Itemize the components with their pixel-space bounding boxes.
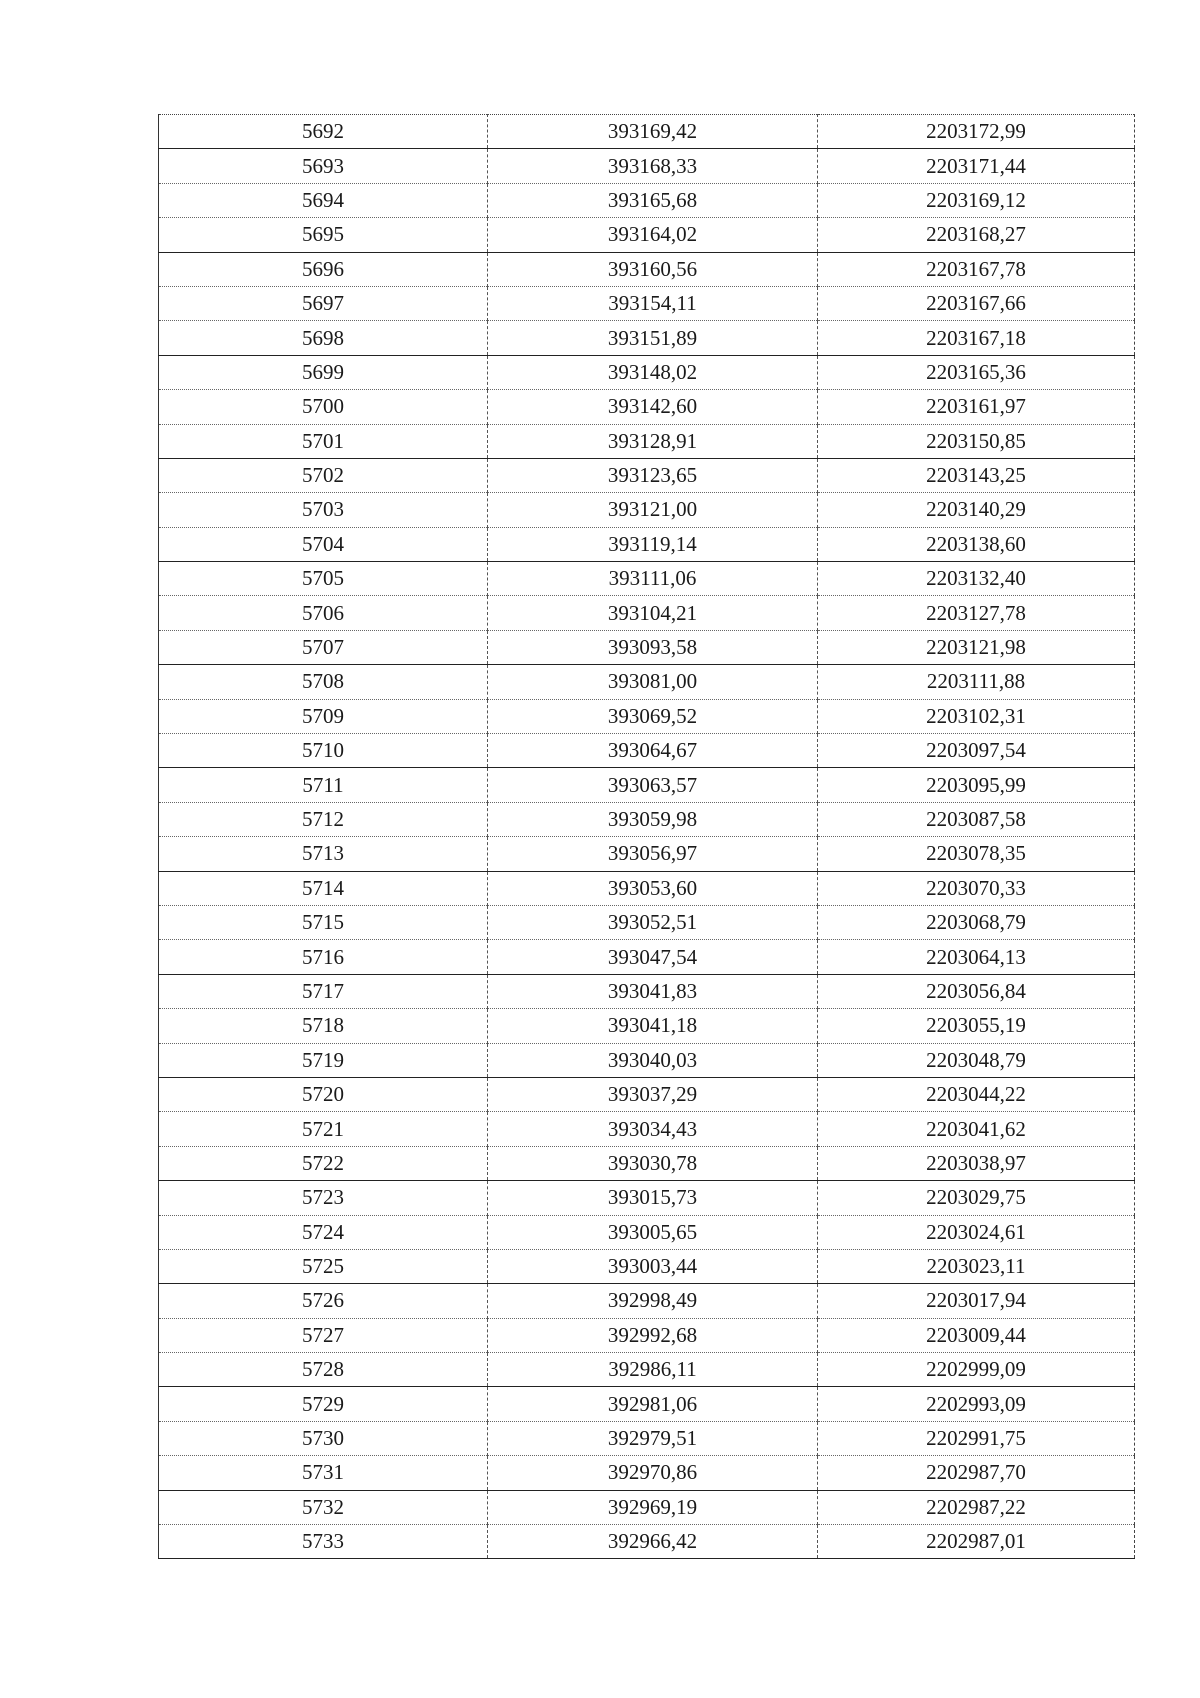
point-number-cell: 5694: [159, 183, 488, 217]
table-row: [159, 596, 1135, 630]
table-row: [159, 940, 1135, 974]
table-row: [159, 321, 1135, 355]
y-coordinate-cell: 2202987,22: [818, 1490, 1135, 1524]
table-row: [159, 527, 1135, 561]
table-row: [159, 1284, 1135, 1318]
x-coordinate-cell: 393164,02: [488, 218, 818, 252]
x-coordinate-cell: 392966,42: [488, 1525, 818, 1559]
point-number-cell: 5695: [159, 218, 488, 252]
table-row: [159, 390, 1135, 424]
x-coordinate-cell: 393148,02: [488, 355, 818, 389]
x-coordinate-cell: 393056,97: [488, 837, 818, 871]
table-row: [159, 1112, 1135, 1146]
y-coordinate-cell: 2203167,18: [818, 321, 1135, 355]
y-coordinate-cell: 2203171,44: [818, 149, 1135, 183]
y-coordinate-cell: 2203097,54: [818, 734, 1135, 768]
x-coordinate-cell: 393169,42: [488, 115, 818, 149]
x-coordinate-cell: 393053,60: [488, 871, 818, 905]
table-row: [159, 905, 1135, 939]
y-coordinate-cell: 2203168,27: [818, 218, 1135, 252]
table-row: [159, 1318, 1135, 1352]
x-coordinate-cell: 393093,58: [488, 630, 818, 664]
point-number-cell: 5717: [159, 974, 488, 1008]
y-coordinate-cell: 2203111,88: [818, 665, 1135, 699]
point-number-cell: 5731: [159, 1456, 488, 1490]
y-coordinate-cell: 2203041,62: [818, 1112, 1135, 1146]
point-number-cell: 5712: [159, 802, 488, 836]
x-coordinate-cell: 393034,43: [488, 1112, 818, 1146]
point-number-cell: 5727: [159, 1318, 488, 1352]
point-number-cell: 5714: [159, 871, 488, 905]
x-coordinate-cell: 393041,83: [488, 974, 818, 1008]
point-number-cell: 5709: [159, 699, 488, 733]
y-coordinate-cell: 2203087,58: [818, 802, 1135, 836]
x-coordinate-cell: 393037,29: [488, 1077, 818, 1111]
y-coordinate-cell: 2203121,98: [818, 630, 1135, 664]
y-coordinate-cell: 2203138,60: [818, 527, 1135, 561]
y-coordinate-cell: 2203017,94: [818, 1284, 1135, 1318]
point-number-cell: 5725: [159, 1249, 488, 1283]
y-coordinate-cell: 2203169,12: [818, 183, 1135, 217]
y-coordinate-cell: 2203023,11: [818, 1249, 1135, 1283]
table-row: [159, 871, 1135, 905]
table-row: [159, 493, 1135, 527]
point-number-cell: 5718: [159, 1009, 488, 1043]
table-row: [159, 1215, 1135, 1249]
point-number-cell: 5704: [159, 527, 488, 561]
point-number-cell: 5722: [159, 1146, 488, 1180]
table-row: [159, 1456, 1135, 1490]
y-coordinate-cell: 2202987,70: [818, 1456, 1135, 1490]
y-coordinate-cell: 2203161,97: [818, 390, 1135, 424]
x-coordinate-cell: 393063,57: [488, 768, 818, 802]
x-coordinate-cell: 393104,21: [488, 596, 818, 630]
point-number-cell: 5710: [159, 734, 488, 768]
y-coordinate-cell: 2203048,79: [818, 1043, 1135, 1077]
table-row: [159, 734, 1135, 768]
x-coordinate-cell: 393151,89: [488, 321, 818, 355]
x-coordinate-cell: 392969,19: [488, 1490, 818, 1524]
point-number-cell: 5693: [159, 149, 488, 183]
y-coordinate-cell: 2202993,09: [818, 1387, 1135, 1421]
point-number-cell: 5692: [159, 115, 488, 149]
x-coordinate-cell: 392979,51: [488, 1421, 818, 1455]
y-coordinate-cell: 2203064,13: [818, 940, 1135, 974]
table-row: [159, 252, 1135, 286]
y-coordinate-cell: 2203165,36: [818, 355, 1135, 389]
table-row: [159, 1490, 1135, 1524]
point-number-cell: 5696: [159, 252, 488, 286]
x-coordinate-cell: 393160,56: [488, 252, 818, 286]
point-number-cell: 5703: [159, 493, 488, 527]
point-number-cell: 5723: [159, 1181, 488, 1215]
point-number-cell: 5700: [159, 390, 488, 424]
point-number-cell: 5726: [159, 1284, 488, 1318]
point-number-cell: 5719: [159, 1043, 488, 1077]
point-number-cell: 5733: [159, 1525, 488, 1559]
point-number-cell: 5713: [159, 837, 488, 871]
y-coordinate-cell: 2203150,85: [818, 424, 1135, 458]
x-coordinate-cell: 393119,14: [488, 527, 818, 561]
table-row: [159, 837, 1135, 871]
table-row: [159, 286, 1135, 320]
y-coordinate-cell: 2203132,40: [818, 562, 1135, 596]
table-row: [159, 1249, 1135, 1283]
coordinates-table: [158, 114, 1135, 1559]
point-number-cell: 5715: [159, 905, 488, 939]
table-row: [159, 183, 1135, 217]
x-coordinate-cell: 393128,91: [488, 424, 818, 458]
x-coordinate-cell: 393154,11: [488, 286, 818, 320]
y-coordinate-cell: 2203102,31: [818, 699, 1135, 733]
y-coordinate-cell: 2203056,84: [818, 974, 1135, 1008]
table-row: [159, 630, 1135, 664]
table-row: [159, 699, 1135, 733]
y-coordinate-cell: 2203068,79: [818, 905, 1135, 939]
x-coordinate-cell: 393052,51: [488, 905, 818, 939]
table-row: [159, 1387, 1135, 1421]
y-coordinate-cell: 2203044,22: [818, 1077, 1135, 1111]
point-number-cell: 5730: [159, 1421, 488, 1455]
table-row: [159, 1043, 1135, 1077]
y-coordinate-cell: 2203167,66: [818, 286, 1135, 320]
point-number-cell: 5728: [159, 1353, 488, 1387]
y-coordinate-cell: 2203070,33: [818, 871, 1135, 905]
x-coordinate-cell: 392998,49: [488, 1284, 818, 1318]
x-coordinate-cell: 393121,00: [488, 493, 818, 527]
point-number-cell: 5729: [159, 1387, 488, 1421]
table-row: [159, 974, 1135, 1008]
x-coordinate-cell: 393142,60: [488, 390, 818, 424]
y-coordinate-cell: 2203055,19: [818, 1009, 1135, 1043]
table-row: [159, 562, 1135, 596]
table-row: [159, 665, 1135, 699]
point-number-cell: 5697: [159, 286, 488, 320]
point-number-cell: 5705: [159, 562, 488, 596]
x-coordinate-cell: 393111,06: [488, 562, 818, 596]
point-number-cell: 5708: [159, 665, 488, 699]
point-number-cell: 5699: [159, 355, 488, 389]
table-row: [159, 458, 1135, 492]
point-number-cell: 5720: [159, 1077, 488, 1111]
x-coordinate-cell: 393059,98: [488, 802, 818, 836]
table-row: [159, 1421, 1135, 1455]
y-coordinate-cell: 2203127,78: [818, 596, 1135, 630]
y-coordinate-cell: 2203095,99: [818, 768, 1135, 802]
y-coordinate-cell: 2203172,99: [818, 115, 1135, 149]
table-row: [159, 115, 1135, 149]
table-row: [159, 768, 1135, 802]
y-coordinate-cell: 2203009,44: [818, 1318, 1135, 1352]
point-number-cell: 5732: [159, 1490, 488, 1524]
point-number-cell: 5724: [159, 1215, 488, 1249]
x-coordinate-cell: 393168,33: [488, 149, 818, 183]
y-coordinate-cell: 2203029,75: [818, 1181, 1135, 1215]
table-row: [159, 149, 1135, 183]
table-row: [159, 1009, 1135, 1043]
x-coordinate-cell: 393064,67: [488, 734, 818, 768]
x-coordinate-cell: 392992,68: [488, 1318, 818, 1352]
point-number-cell: 5711: [159, 768, 488, 802]
y-coordinate-cell: 2202987,01: [818, 1525, 1135, 1559]
y-coordinate-cell: 2202991,75: [818, 1421, 1135, 1455]
table-row: [159, 802, 1135, 836]
table-row: [159, 1181, 1135, 1215]
table-row: [159, 1077, 1135, 1111]
point-number-cell: 5706: [159, 596, 488, 630]
x-coordinate-cell: 393030,78: [488, 1146, 818, 1180]
x-coordinate-cell: 392981,06: [488, 1387, 818, 1421]
x-coordinate-cell: 393005,65: [488, 1215, 818, 1249]
point-number-cell: 5707: [159, 630, 488, 664]
table-row: [159, 1525, 1135, 1559]
table-row: [159, 1353, 1135, 1387]
y-coordinate-cell: 2203167,78: [818, 252, 1135, 286]
point-number-cell: 5701: [159, 424, 488, 458]
point-number-cell: 5698: [159, 321, 488, 355]
table-row: [159, 424, 1135, 458]
x-coordinate-cell: 393015,73: [488, 1181, 818, 1215]
table-row: [159, 218, 1135, 252]
x-coordinate-cell: 393047,54: [488, 940, 818, 974]
x-coordinate-cell: 393041,18: [488, 1009, 818, 1043]
y-coordinate-cell: 2202999,09: [818, 1353, 1135, 1387]
y-coordinate-cell: 2203078,35: [818, 837, 1135, 871]
point-number-cell: 5721: [159, 1112, 488, 1146]
x-coordinate-cell: 393003,44: [488, 1249, 818, 1283]
x-coordinate-cell: 393123,65: [488, 458, 818, 492]
x-coordinate-cell: 392970,86: [488, 1456, 818, 1490]
table-row: [159, 1146, 1135, 1180]
y-coordinate-cell: 2203024,61: [818, 1215, 1135, 1249]
table-row: [159, 355, 1135, 389]
x-coordinate-cell: 392986,11: [488, 1353, 818, 1387]
x-coordinate-cell: 393040,03: [488, 1043, 818, 1077]
coordinates-table-body: [159, 115, 1135, 1559]
x-coordinate-cell: 393081,00: [488, 665, 818, 699]
y-coordinate-cell: 2203143,25: [818, 458, 1135, 492]
point-number-cell: 5702: [159, 458, 488, 492]
point-number-cell: 5716: [159, 940, 488, 974]
y-coordinate-cell: 2203140,29: [818, 493, 1135, 527]
y-coordinate-cell: 2203038,97: [818, 1146, 1135, 1180]
x-coordinate-cell: 393069,52: [488, 699, 818, 733]
x-coordinate-cell: 393165,68: [488, 183, 818, 217]
